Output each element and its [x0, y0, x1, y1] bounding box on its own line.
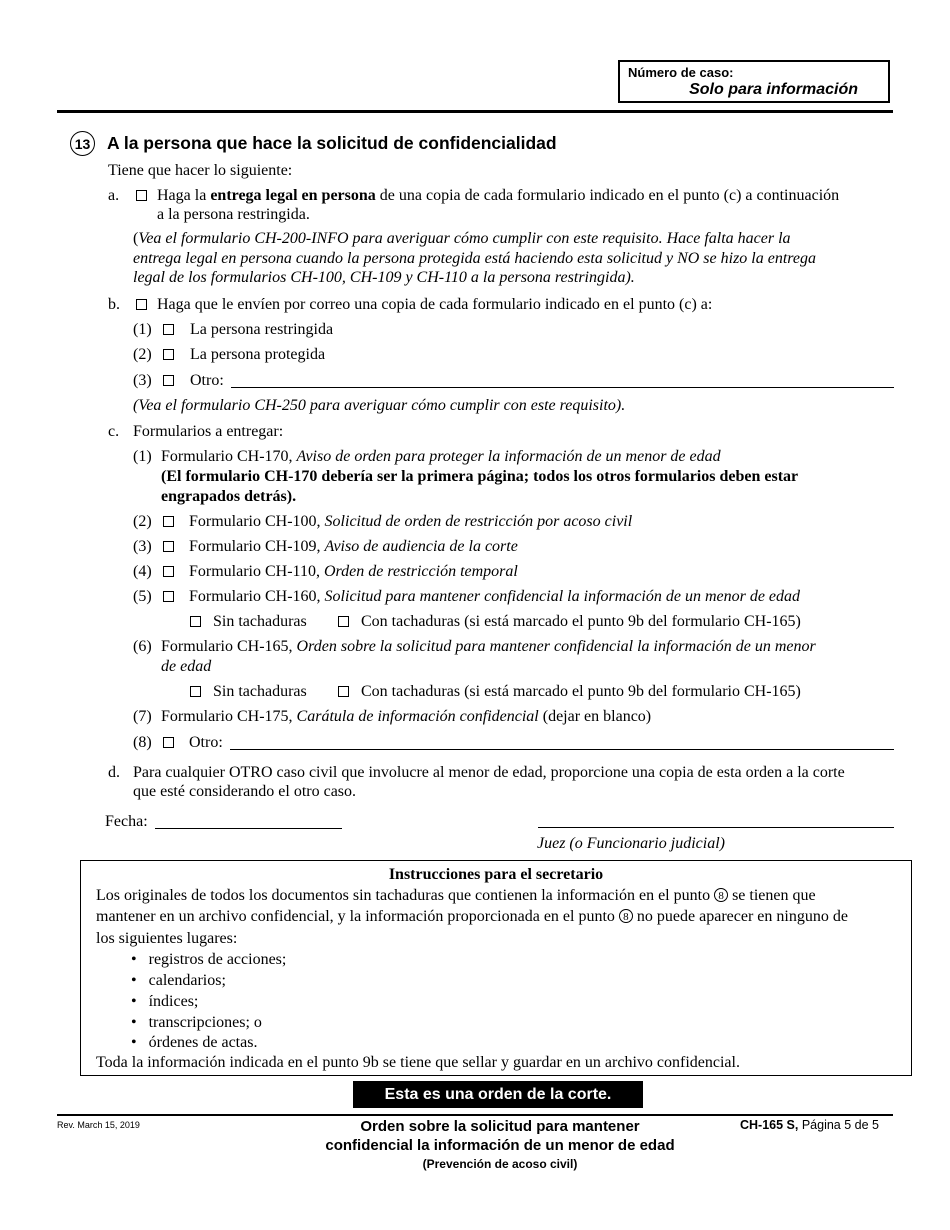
form-5-con-label: Con tachaduras (si está marcado el punto 9b del formulario CH-165) [361, 613, 801, 630]
form-7-line: Formulario CH-175, Carátula de información confidencial (dejar en blanco) [161, 708, 652, 725]
section-number: 13 [70, 131, 95, 156]
section-title: A la persona que hace la solicitud de confidencialidad [107, 133, 557, 153]
form-6-line: Formulario CH-165, Orden sobre la solicitud para mantener confidencial la información de un menor [161, 638, 816, 655]
form-6-con-label: Con tachaduras (si está marcado el punto 9b del formulario CH-165) [361, 683, 801, 700]
form-id: CH-165 S, [740, 1118, 799, 1132]
item-c-letter: c. [108, 423, 120, 440]
item-a-line2: a la persona restringida. [157, 206, 310, 223]
footer-title-1: Orden sobre la solicitud para mantener [360, 1118, 640, 1135]
court-order-notice: Esta es una orden de la corte. [353, 1081, 643, 1108]
item-b-opt3-checkbox[interactable] [163, 375, 174, 386]
item-b-letter: b. [108, 296, 120, 313]
item-b-text: Haga que le envíen por correo una copia de cada formulario indicado en el punto (c) a: [157, 296, 713, 313]
form-4-checkbox[interactable] [163, 566, 174, 577]
item-a-line1: Haga la entrega legal en persona de una copia de cada formulario indicado en el punto (c) a continuación [157, 187, 840, 204]
revision-date: Rev. March 15, 2019 [57, 1120, 140, 1130]
clerk-instructions-title: Instrucciones para el secretario [388, 866, 604, 883]
clerk-instructions-last: Toda la información indicada en el punto 9b se tiene que sellar y guardar en un archivo confidencial. [96, 1054, 740, 1071]
item-a-note-2: entrega legal en persona cuando la persona protegida está haciendo esta solicitud y NO se hizo la entrega [133, 250, 817, 267]
list-item: • índices; [131, 993, 199, 1010]
form-7-num: (7) [133, 708, 152, 725]
item-b-checkbox[interactable] [136, 299, 147, 310]
form-5-checkbox[interactable] [163, 591, 174, 602]
item-b-opt3-label: Otro: [190, 372, 224, 389]
form-2-line: Formulario CH-100, Solicitud de orden de restricción por acoso civil [189, 513, 633, 530]
clerk-instructions-line-3: los siguientes lugares: [96, 930, 238, 947]
footer-title-3: (Prevención de acoso civil) [422, 1157, 578, 1171]
judge-signature-line[interactable] [538, 827, 894, 828]
page-reference [740, 1118, 879, 1132]
form-5-line: Formulario CH-160, Solicitud para mantener confidencial la información de un menor de edad [189, 588, 801, 605]
clerk-instructions-line-1: Los originales de todos los documentos sin tachaduras que contienen la información en el punto 8 se tienen que [96, 887, 816, 904]
form-3-num: (3) [133, 538, 152, 555]
item-b-opt1-num: (1) [133, 321, 152, 338]
circled-8: 8 [714, 888, 728, 902]
form-6-con-checkbox[interactable] [338, 686, 349, 697]
case-number-label: Número de caso: [628, 65, 734, 80]
case-number-value: Solo para información [689, 81, 858, 98]
item-c-text: Formularios a entregar: [133, 423, 284, 440]
date-label: Fecha: [105, 813, 148, 830]
form-1-num: (1) [133, 448, 152, 465]
form-6-num: (6) [133, 638, 152, 655]
item-b-note: (Vea el formulario CH-250 para averiguar cómo cumplir con este requisito). [133, 397, 626, 414]
form-2-checkbox[interactable] [163, 516, 174, 527]
form-8-checkbox[interactable] [163, 737, 174, 748]
list-item: • órdenes de actas. [131, 1034, 258, 1051]
form-8-other-input[interactable] [230, 749, 894, 750]
bottom-rule [57, 1114, 893, 1116]
form-1-line: Formulario CH-170, Aviso de orden para proteger la información de un menor de edad [161, 448, 721, 465]
item-b-opt3-num: (3) [133, 372, 152, 389]
form-3-checkbox[interactable] [163, 541, 174, 552]
item-b-opt2-checkbox[interactable] [163, 349, 174, 360]
form-5-sin-label: Sin tachaduras [213, 613, 307, 630]
section-intro: Tiene que hacer lo siguiente: [108, 162, 293, 179]
page-number: Página 5 de 5 [798, 1118, 879, 1132]
item-d-line2: que esté considerando el otro caso. [133, 783, 357, 800]
item-b-opt1-checkbox[interactable] [163, 324, 174, 335]
item-b-opt2-num: (2) [133, 346, 152, 363]
form-5-num: (5) [133, 588, 152, 605]
form-8-num: (8) [133, 734, 152, 751]
clerk-instructions-line-2: mantener en un archivo confidencial, y la información proporcionada en el punto 8 no puede aparecer en ninguno de [96, 908, 848, 925]
circled-8: 8 [619, 909, 633, 923]
list-item: • calendarios; [131, 972, 226, 989]
form-5-con-checkbox[interactable] [338, 616, 349, 627]
item-a-letter: a. [108, 187, 120, 204]
item-a-note-3: legal de los formularios CH-100, CH-109 y CH-110 a la persona restringida). [133, 269, 635, 286]
form-3-line: Formulario CH-109, Aviso de audiencia de la corte [189, 538, 518, 555]
date-input[interactable] [155, 828, 342, 829]
item-a-checkbox[interactable] [136, 190, 147, 201]
list-item: • registros de acciones; [131, 951, 287, 968]
form-4-line: Formulario CH-110, Orden de restricción temporal [189, 563, 518, 580]
form-6-line-2: de edad [161, 658, 212, 675]
form-6-sin-checkbox[interactable] [190, 686, 201, 697]
list-item: • transcripciones; o [131, 1014, 262, 1031]
item-b-other-input[interactable] [231, 387, 894, 388]
form-2-num: (2) [133, 513, 152, 530]
form-1-bold-1: (El formulario CH-170 debería ser la primera página; todos los otros formularios deben estar [161, 468, 799, 485]
form-6-sin-label: Sin tachaduras [213, 683, 307, 700]
form-1-bold-2: engrapados detrás). [161, 488, 297, 505]
item-d-letter: d. [108, 764, 120, 781]
clerk-instructions-box [80, 860, 912, 1076]
case-number-box [618, 60, 890, 103]
judge-label: Juez (o Funcionario judicial) [537, 835, 725, 852]
form-4-num: (4) [133, 563, 152, 580]
item-b-opt1-label: La persona restringida [190, 321, 334, 338]
item-d-line1: Para cualquier OTRO caso civil que involucre al menor de edad, proporcione una copia de esta orden a la corte [133, 764, 845, 781]
form-8-label: Otro: [189, 734, 223, 751]
item-a-note-1: (Vea el formulario CH-200-INFO para averiguar cómo cumplir con este requisito. Hace falta hacer la [133, 230, 791, 247]
footer-title-2: confidencial la información de un menor de edad [325, 1137, 675, 1154]
item-b-opt2-label: La persona protegida [190, 346, 326, 363]
top-rule [57, 110, 893, 113]
form-5-sin-checkbox[interactable] [190, 616, 201, 627]
